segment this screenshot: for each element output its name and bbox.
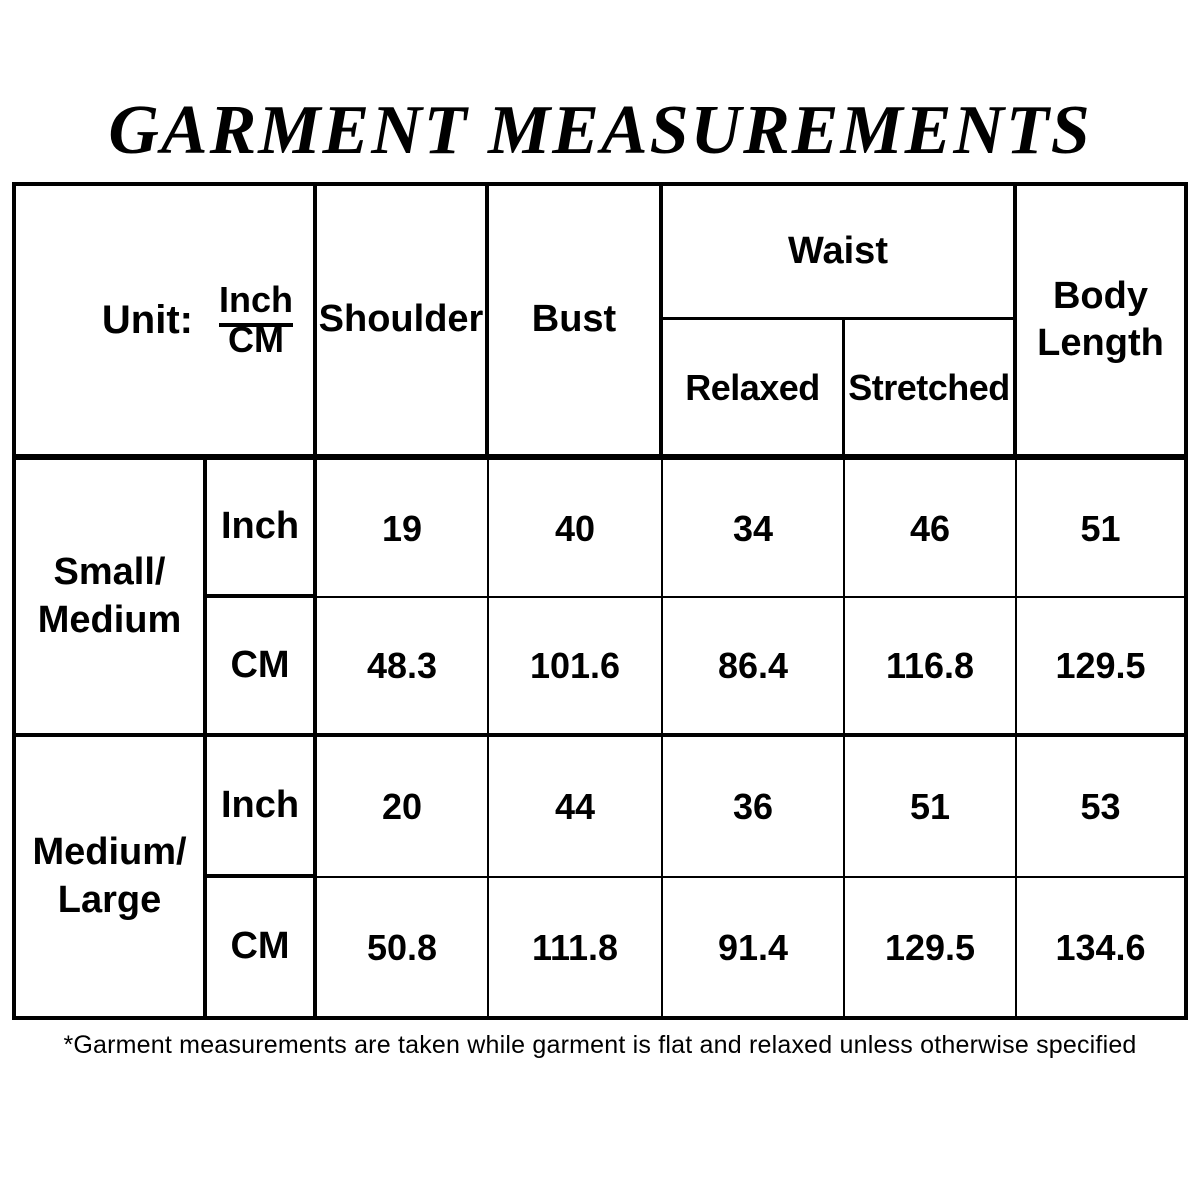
size-label-line2: Large [57,878,162,921]
cell-sm-cm-shoulder: 48.3 [317,598,489,737]
header-body-length [1017,186,1184,460]
cell-sm-cm-body-length: 129.5 [1017,598,1184,737]
header-bust: Bust [489,186,663,460]
cell-ml-cm-waist-relaxed: 91.4 [663,878,845,1016]
page-title: GARMENT MEASUREMENTS [108,92,1092,169]
header-waist-relaxed: Relaxed [663,320,845,454]
cell-sm-inch-waist-stretched: 46 [845,460,1017,598]
size-label-small-medium [16,460,207,737]
header-body-length-line1: Body [1052,274,1148,317]
cell-ml-inch-bust: 44 [489,737,663,878]
unit-row-label-sm-cm: CM [207,598,317,737]
cell-ml-inch-body-length: 53 [1017,737,1184,878]
cell-sm-inch-body-length: 51 [1017,460,1184,598]
cell-sm-cm-waist-stretched: 116.8 [845,598,1017,737]
cell-ml-cm-shoulder: 50.8 [317,878,489,1016]
size-label-line1: Medium/ [32,831,187,873]
unit-fraction-cm: CM [228,319,284,360]
cell-ml-cm-body-length: 134.6 [1055,926,1146,968]
cell-sm-cm-bust: 101.6 [489,598,663,737]
unit-label: Unit: [101,297,193,342]
header-body-length-line2: Length [1037,322,1164,364]
unit-fraction-inch: Inch [219,279,293,327]
cell-sm-inch-waist-relaxed: 34 [663,460,845,598]
cell-ml-cm-bust: 111.8 [489,878,663,1016]
size-label-line2: Medium [37,598,182,641]
cell-ml-inch-waist-relaxed: 36 [663,737,845,878]
unit-row-label-ml-cm: CM [207,878,317,1016]
size-label-line1: Small/ [53,551,166,593]
cell-sm-inch-bust: 40 [489,460,663,598]
header-waist-group [663,186,1017,460]
unit-row-label-sm-inch: Inch [207,460,317,598]
footnote: *Garment measurements are taken while garment is flat and relaxed unless otherwise specified [63,1031,1137,1059]
unit-header-cell [16,186,317,460]
size-label-medium-large [16,737,207,1016]
header-shoulder: Shoulder [317,186,489,460]
cell-ml-inch-waist-stretched: 51 [845,737,1017,878]
cell-sm-cm-waist-relaxed: 86.4 [663,598,845,737]
size-table [12,182,1188,1020]
cell-ml-inch-shoulder: 20 [317,737,489,878]
cell-ml-cm-waist-stretched: 129.5 [845,878,1017,1016]
header-waist: Waist [663,186,1013,320]
header-waist-stretched: Stretched [848,366,1010,408]
cell-sm-inch-shoulder: 19 [317,460,489,598]
unit-fraction [199,280,313,359]
unit-row-label-ml-inch: Inch [207,737,317,878]
